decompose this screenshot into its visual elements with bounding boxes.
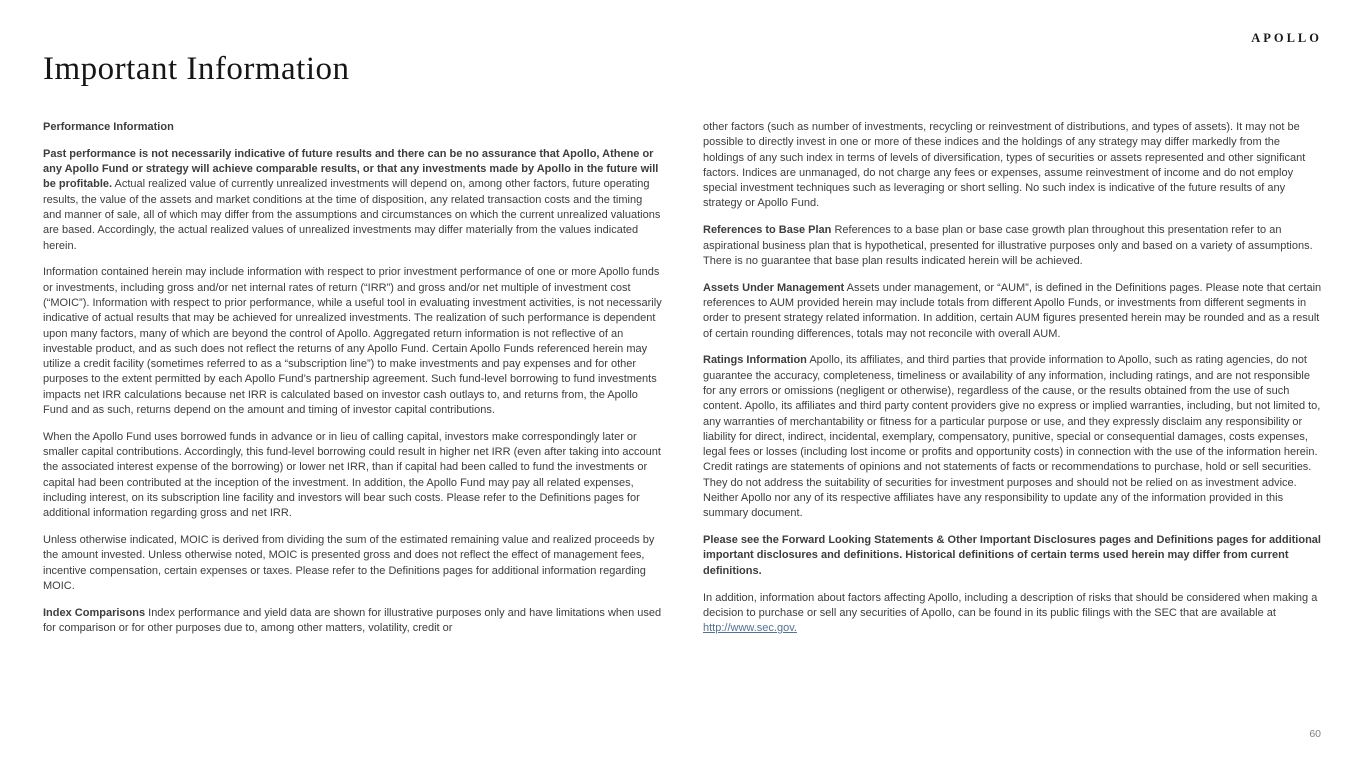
bold-lead-text: Index Comparisons	[43, 606, 146, 619]
page-title: Important Information	[43, 51, 350, 87]
body-text: other factors (such as number of investments, recycling or reinvestment of distributions, and types of assets). It may not be possible to directly invest in one or more of these indices and the holdings of any strategy may differ markedly from the holdings of any such index in terms of levels of diversification, types of securities or assets represented and other significant factors. Indices are unmanaged, do not charge any fees or expenses, assume reinvestment of income and do not employ special investment techniques such as leveraging or short selling. No such index is indicative of the future results of any strategy or Apollo Fund.	[703, 121, 1306, 210]
paragraph-assets-under-management	[703, 281, 1322, 342]
paragraph-ratings-information	[703, 353, 1322, 521]
right-column	[703, 120, 1322, 648]
sec-gov-link[interactable]: http://www.sec.gov.	[703, 622, 797, 635]
bold-lead-text: Ratings Information	[703, 354, 807, 367]
paragraph-index-comparisons	[43, 606, 662, 637]
bold-text: Please see the Forward Looking Statements & Other Important Disclosures pages and Definitions pages for additional important disclosures and definitions. Historical definitions of certain terms used herein may differ from current definitions.	[703, 534, 1321, 577]
paragraph-borrowed-funds	[43, 430, 662, 522]
body-text: Unless otherwise indicated, MOIC is derived from dividing the sum of the estimated remaining value and realized proceeds by the amount invested. Unless otherwise noted, MOIC is presented gross and does not reflect the effect of management fees, incentive compensation, certain expenses or taxes. Please refer to the Definitions pages for additional information regarding MOIC.	[43, 534, 655, 593]
page-number: 60	[1309, 728, 1321, 740]
paragraph-prior-performance	[43, 265, 662, 418]
paragraph-moic	[43, 533, 662, 594]
apollo-logo: APOLLO	[1251, 31, 1322, 45]
body-text: Information contained herein may include information with respect to prior investment performance of one or more Apollo funds or investments, including gross and/or net internal rates of return (“IRR”) and gross and/or net multiple of investment cost (“MOIC”). Information with respect to prior performance, while a useful tool in evaluating investment activities, is not necessarily indicative of actual results that may be achieved for unrealized investments. The realization of such performance is dependent upon many factors, many of which are beyond the control of Apollo. Aggregated return information is not reflective of an investable product, and as such does not reflect the returns of any Apollo Fund. Certain Apollo Funds referenced herein may utilize a credit facility (sometimes referred to as a “subscription line”) to make investments and pay expenses and for other purposes to the extent permitted by each Apollo Fund’s partnership agreement. Such fund-level borrowing to fund investments impacts net IRR calculations because net IRR is calculated based on investor cash outlays to, and returns from, the Apollo Fund and as such, returns depend on the amount and timing of investor capital contributions.	[43, 266, 662, 417]
section-heading-performance-information: Performance Information	[43, 121, 174, 133]
left-column	[43, 120, 662, 648]
body-text: When the Apollo Fund uses borrowed funds in advance or in lieu of calling capital, investors make correspondingly later or smaller capital contributions. Accordingly, this fund-level borrowing could result in higher net IRR (even after taking into account the associated interest expense of the borrowing) or lower net IRR, than if capital had been called to fund the investments or capital had been contributed at the inception of the investment. In addition, the Apollo Fund may pay all related expenses, including interest, on its subscription line facility and investors will bear such costs. Please refer to the Definitions pages for additional information regarding gross and net IRR.	[43, 430, 661, 520]
paragraph-past-performance	[43, 147, 662, 254]
paragraph-forward-looking-statements	[703, 533, 1322, 579]
body-text: References to a base plan or base case growth plan throughout this presentation refer to an aspirational business plan that is hypothetical, presented for illustrative purposes only and based on a variety of assumptions. There is no guarantee that base plan results indicated herein will be achieved.	[703, 224, 1313, 267]
bold-lead-text: References to Base Plan	[703, 224, 832, 237]
body-columns	[43, 120, 1322, 648]
bold-lead-text: Assets Under Management	[703, 281, 845, 294]
body-text: Apollo, its affiliates, and third parties that provide information to Apollo, such as rating agencies, do not guarantee the accuracy, completeness, timeliness or availability of any information, including ratings, and are not responsible for any errors or omissions (negligent or otherwise), regardless of the cause, or the results obtained from the use of such content. Apollo, its affiliates and third party content providers give no express or implied warranties, including, but not limited to, any warranties of merchantability or fitness for a particular purpose or use, and they expressly disclaim any responsibility or liability for direct, indirect, incidental, exemplary, compensatory, punitive, special or consequential damages, costs expenses, legal fees or losses (including lost income or profits and opportunity costs) in connection with the use of the information herein. Credit ratings are statements of opinions and not statements of facts or recommendations to purchase, hold or sell securities. They do not address the suitability of securities for investment purposes and should not be relied on as investment advice. Neither Apollo nor any of its respective affiliates have any responsibility to update any of the information provided in this summary document.	[703, 354, 1321, 520]
body-text: Assets under management, or “AUM”, is defined in the Definitions pages. Please note that certain references to AUM provided herein may include totals from different Apollo Funds, or investments from different segments in order to present strategy related information. In addition, certain AUM figures presented herein may be rounded and as a result of certain rounding differences, totals may not reconcile with overall AUM.	[703, 281, 1322, 340]
body-text: In addition, information about factors affecting Apollo, including a description of risks that should be considered when making a decision to purchase or sell any securities of Apollo, can be found in its public filings with the SEC that are available at	[703, 591, 1318, 619]
bold-lead-text: Past performance is not necessarily indicative of future results and there can be no assurance that Apollo, Athene or any Apollo Fund or strategy will achieve comparable results, or that any investments made by Apollo in the future will be profitable.	[43, 147, 659, 191]
paragraph-index-comparisons-continued	[703, 120, 1322, 212]
body-text: Actual realized value of currently unrealized investments will depend on, among other factors, future operating results, the value of the assets and market conditions at the time of disposition, any related transaction costs and the timing and manner of sale, all of which may differ from the assumptions and circumstances on which the current unrealized valuations are based. Accordingly, the actual realized values of unrealized investments may differ materially from the values indicated herein.	[43, 178, 661, 252]
body-text: Index performance and yield data are shown for illustrative purposes only and have limitations when used for comparison or for other purposes due to, among other matters, volatility, credit or	[43, 606, 662, 635]
paragraph-sec-filings	[703, 591, 1322, 637]
paragraph-references-to-base-plan	[703, 223, 1322, 269]
